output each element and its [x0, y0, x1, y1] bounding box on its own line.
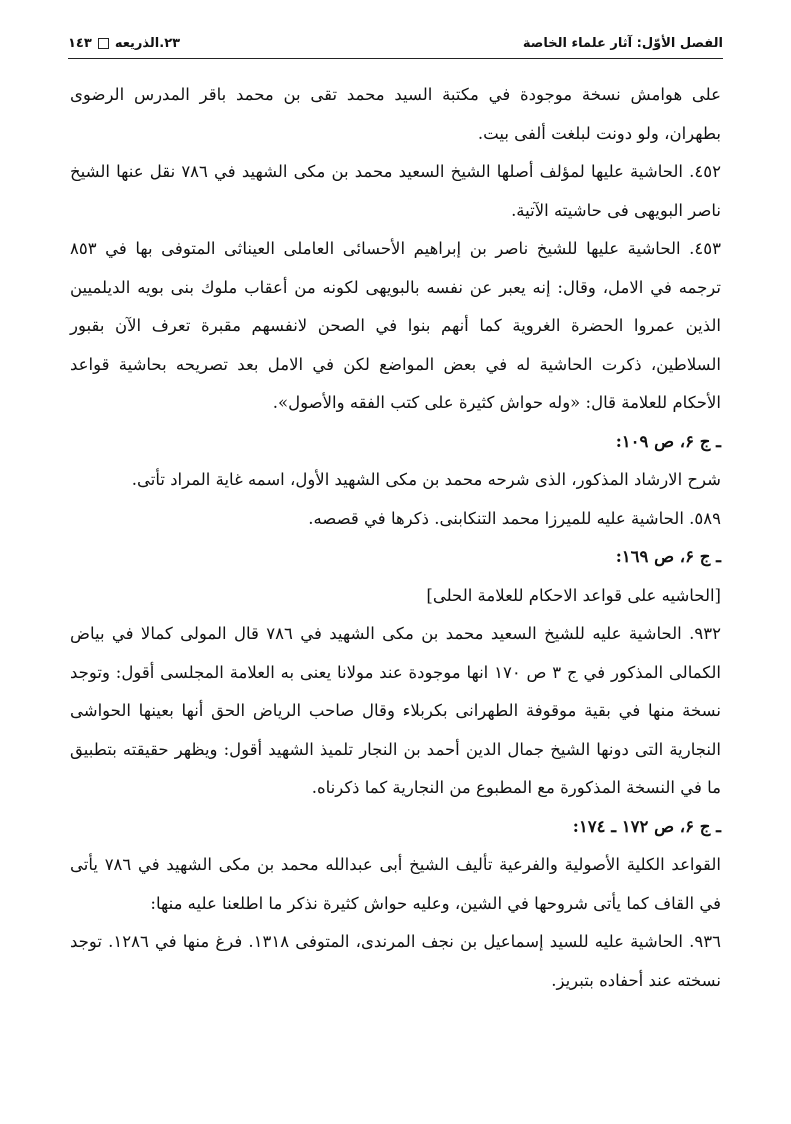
- paragraph: ٥٨٩. الحاشية عليه للميرزا محمد التنكابنى. ذكرها في قصصه.: [308, 508, 721, 528]
- paragraph: ٩٣٦. الحاشية عليه للسيد إسماعيل بن نجف المرندى، المتوفى ١٣١٨. فرغ منها في ١٢٨٦. توجد نسخته عند أحفاده بتبريز.: [70, 932, 721, 990]
- paragraph: شرح الارشاد المذكور، الذى شرحه محمد بن مكى الشهيد الأول، اسمه غاية المراد تأتى.: [131, 470, 721, 489]
- body-text: [70, 76, 721, 1000]
- chapter-title: الفصل الأوّل: آثار علماء الخاصة: [522, 35, 723, 51]
- paragraph: ٤٥٣. الحاشية عليها للشيخ ناصر بن إبراهيم الأحسائى العاملى العيناثى المتوفى بها في ٨٥٣ ترجمه في الامل، وقال: إنه يعبر عن نفسه بالبويهى لكونه من أعقاب ملوك بنى بويه الديلميين الذين عمروا الحضرة الغروية كما أنهم بنوا في الصحن لانفسهم مقبرة تعرف الآن بقبور السلاطين، ذكرت الحاشية له في بعض المواضع لكن في الامل بعد تصريحه بحاشية قواعد الأحكام للعلامة قال: «وله حواش كثيرة على كتب الفقه والأصول».: [70, 239, 721, 412]
- header-rule: [68, 58, 723, 59]
- header-reference: [68, 36, 180, 51]
- page-number: ١٤٣: [68, 35, 92, 51]
- paragraph: على هوامش نسخة موجودة في مكتبة السيد محمد تقى بن محمد باقر المدرس الرضوى بطهران، ولو دونت لبلغت ألفى بيت.: [70, 85, 721, 143]
- page-header: [68, 30, 723, 56]
- section-heading: [الحاشيه على قواعد الاحكام للعلامة الحلى]: [426, 585, 721, 605]
- paragraph: ٤٥٢. الحاشية عليها لمؤلف أصلها الشيخ السعيد محمد بن مكى الشهيد في ٧٨٦ نقل عنها الشيخ ناصر البويهى فى حاشيته الآتية.: [70, 162, 721, 220]
- square-separator-icon: [98, 38, 109, 49]
- paragraph: القواعد الكلية الأصولية والفرعية تأليف الشيخ أبى عبدالله محمد بن مكى الشهيد في ٧٨٦ يأتى في القاف كما يأتى شروحها في الشين، وعليه حواش كثيرة نذكر ما اطلعنا عليه منها:: [70, 855, 721, 913]
- volume-reference: ـ ج ۶، ص ١٧٢ ـ ١٧٤:: [572, 816, 721, 836]
- volume-reference: ـ ج ۶، ص ١٦٩:: [615, 547, 721, 566]
- paragraph: ٩٣٢. الحاشية عليه للشيخ السعيد محمد بن مكى الشهيد في ٧٨٦ قال المولى كمالا في بياض الكمالى المذكور في ج ٣ ص ١٧٠ انها موجودة عند مولانا يعنى به العلامة المجلسى أقول: وتوجد نسخة منها في بقية موقوفة الطهرانى بكربلاء وقال صاحب الرياض الحق أنها بعينها الحواشى النجارية التى دونها الشيخ جمال الدين أحمد بن النجار تلميذ الشهيد أقول: ويظهر حقيقته بتطبيق ما في النسخة المذكورة مع المطبوع من النجارية كما ذكرناه.: [70, 624, 721, 797]
- book-reference: ٢٣.الذريعه: [114, 35, 181, 51]
- volume-reference: ـ ج ۶، ص ١٠٩:: [615, 431, 721, 451]
